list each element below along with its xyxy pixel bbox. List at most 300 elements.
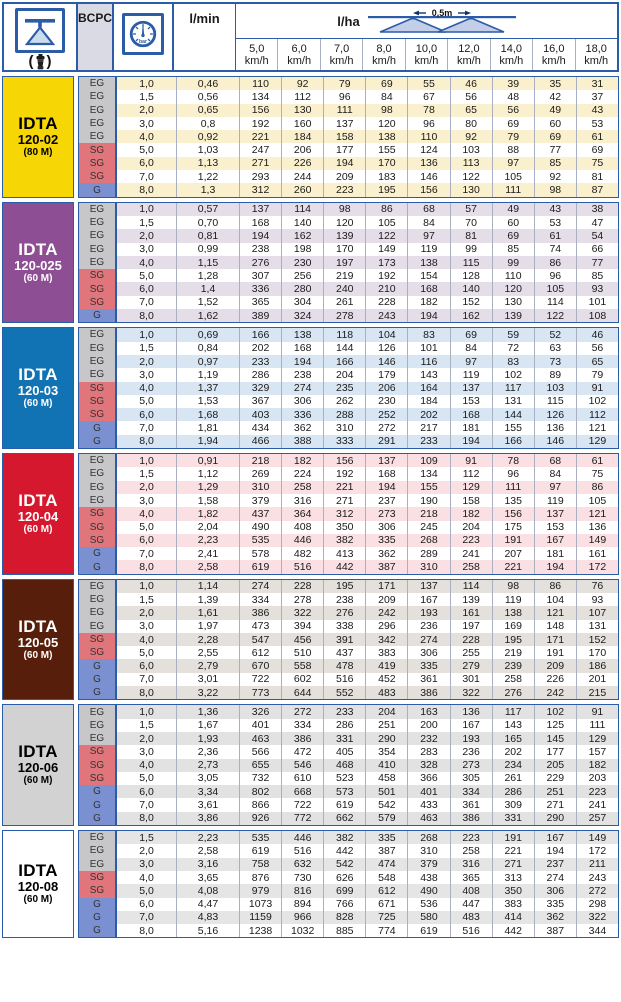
application-rate-cell: 619 <box>323 798 365 811</box>
table-row <box>79 382 618 395</box>
group-size: (60 M) <box>23 649 53 661</box>
application-rate-cell: 81 <box>576 170 618 183</box>
table-row <box>79 494 618 507</box>
pressure-cell: 6,0 <box>115 785 176 798</box>
speed-header-cell <box>575 39 617 70</box>
bcpc-class-cell: EG <box>79 719 115 732</box>
group-series-name: IDTA <box>18 742 58 762</box>
application-rate-cell: 194 <box>323 157 365 170</box>
application-rate-cell: 56 <box>450 90 492 103</box>
flow-rate-cell: 3,65 <box>176 871 239 884</box>
application-rate-cell: 260 <box>281 183 323 196</box>
application-rate-cell: 135 <box>492 494 534 507</box>
application-rate-cell: 61 <box>534 229 576 242</box>
pressure-cell: 4,0 <box>115 507 176 520</box>
application-rate-cell: 102 <box>576 395 618 408</box>
group-label <box>2 453 74 575</box>
application-rate-cell: 243 <box>365 309 407 322</box>
application-rate-cell: 215 <box>576 686 618 699</box>
flow-rate-cell: 2,04 <box>176 521 239 534</box>
application-rate-cell: 230 <box>365 395 407 408</box>
application-rate-cell: 83 <box>492 355 534 368</box>
application-rate-cell: 274 <box>407 633 449 646</box>
application-rate-cell: 232 <box>407 732 449 745</box>
bcpc-class-cell: SG <box>79 382 115 395</box>
application-rate-cell: 182 <box>407 296 449 309</box>
application-rate-cell: 110 <box>407 130 449 143</box>
application-rate-cell: 243 <box>576 871 618 884</box>
application-rate-cell: 725 <box>365 911 407 924</box>
flow-rate-cell: 5,16 <box>176 924 239 937</box>
table-row <box>79 844 618 857</box>
application-rate-cell: 170 <box>576 646 618 659</box>
bcpc-class-cell: EG <box>79 620 115 633</box>
application-rate-cell: 129 <box>576 435 618 448</box>
bcpc-class-cell: SG <box>79 157 115 170</box>
application-rate-cell: 168 <box>407 282 449 295</box>
application-rate-cell: 96 <box>534 269 576 282</box>
application-rate-cell: 84 <box>407 216 449 229</box>
application-rate-cell: 158 <box>450 494 492 507</box>
pressure-cell: 6,0 <box>115 898 176 911</box>
application-rate-cell: 296 <box>365 620 407 633</box>
flow-rate-cell: 1,67 <box>176 719 239 732</box>
flow-rate-cell: 0,99 <box>176 243 239 256</box>
flow-rate-cell: 2,55 <box>176 646 239 659</box>
group-table <box>78 704 619 826</box>
application-rate-cell: 387 <box>365 560 407 573</box>
pressure-cell: 8,0 <box>115 435 176 448</box>
pressure-cell: 1,5 <box>115 342 176 355</box>
application-rate-cell: 111 <box>492 183 534 196</box>
table-row <box>79 90 618 103</box>
table-row <box>79 911 618 924</box>
application-rate-cell: 119 <box>492 593 534 606</box>
application-rate-cell: 177 <box>323 143 365 156</box>
application-rate-cell: 338 <box>323 620 365 633</box>
flow-rate-cell: 0,69 <box>176 328 239 341</box>
application-rate-cell: 542 <box>323 858 365 871</box>
bcpc-class-cell: G <box>79 911 115 924</box>
application-rate-cell: 271 <box>534 798 576 811</box>
application-rate-cell: 335 <box>365 534 407 547</box>
bcpc-class-cell: G <box>79 673 115 686</box>
application-rate-cell: 96 <box>407 117 449 130</box>
application-rate-cell: 136 <box>407 157 449 170</box>
application-rate-cell: 138 <box>407 256 449 269</box>
flow-rate-cell: 2,58 <box>176 560 239 573</box>
application-rate-cell: 383 <box>492 898 534 911</box>
pressure-cell: 1,0 <box>115 705 176 718</box>
application-rate-cell: 47 <box>576 216 618 229</box>
application-rate-cell: 389 <box>239 309 281 322</box>
application-rate-cell: 155 <box>407 481 449 494</box>
application-rate-cell: 310 <box>239 481 281 494</box>
application-rate-cell: 119 <box>450 368 492 381</box>
application-rate-cell: 298 <box>576 898 618 911</box>
application-rate-cell: 46 <box>576 328 618 341</box>
application-rate-cell: 149 <box>365 243 407 256</box>
application-rate-cell: 966 <box>281 911 323 924</box>
pressure-cell: 3,0 <box>115 243 176 256</box>
application-rate-cell: 103 <box>450 143 492 156</box>
speed-value: 10,0 <box>415 42 438 55</box>
application-rate-cell: 171 <box>365 580 407 593</box>
application-rate-cell: 67 <box>407 90 449 103</box>
application-rate-cell: 367 <box>239 395 281 408</box>
application-rate-cell: 72 <box>492 342 534 355</box>
application-rate-cell: 69 <box>576 143 618 156</box>
lmin-column-header: l/min <box>174 4 236 70</box>
application-rate-cell: 926 <box>239 812 281 825</box>
application-rate-cell: 167 <box>534 831 576 844</box>
application-rate-cell: 268 <box>407 534 449 547</box>
application-rate-cell: 120 <box>365 117 407 130</box>
application-rate-cell: 382 <box>323 534 365 547</box>
application-rate-cell: 272 <box>365 421 407 434</box>
application-rate-cell: 279 <box>450 659 492 672</box>
application-rate-cell: 516 <box>450 924 492 937</box>
application-rate-cell: 452 <box>365 673 407 686</box>
flow-rate-cell: 1,29 <box>176 481 239 494</box>
application-rate-cell: 112 <box>281 90 323 103</box>
table-row <box>79 216 618 229</box>
bcpc-class-cell: EG <box>79 342 115 355</box>
table-row <box>79 309 618 322</box>
application-rate-cell: 229 <box>534 772 576 785</box>
application-rate-cell: 306 <box>281 395 323 408</box>
application-rate-cell: 335 <box>534 898 576 911</box>
application-rate-cell: 108 <box>576 309 618 322</box>
speed-unit: km/h <box>372 54 396 67</box>
application-rate-cell: 156 <box>407 183 449 196</box>
application-rate-cell: 438 <box>407 871 449 884</box>
application-rate-cell: 75 <box>576 157 618 170</box>
table-row <box>79 183 618 196</box>
pressure-cell: 5,0 <box>115 521 176 534</box>
application-rate-cell: 77 <box>576 256 618 269</box>
pressure-cell: 4,0 <box>115 871 176 884</box>
group-series-name: IDTA <box>18 861 58 881</box>
application-rate-cell: 63 <box>534 342 576 355</box>
application-rate-cell: 876 <box>239 871 281 884</box>
application-rate-cell: 166 <box>323 355 365 368</box>
application-rate-cell: 223 <box>450 831 492 844</box>
application-rate-cell: 80 <box>450 117 492 130</box>
nozzle-group-120-02 <box>2 76 619 198</box>
svg-text:bar: bar <box>138 38 148 45</box>
application-rate-cell: 105 <box>492 170 534 183</box>
application-rate-cell: 662 <box>323 812 365 825</box>
application-rate-cell: 305 <box>450 772 492 785</box>
table-row <box>79 719 618 732</box>
pressure-cell: 7,0 <box>115 296 176 309</box>
application-rate-cell: 152 <box>450 296 492 309</box>
nozzle-groups <box>2 76 619 938</box>
application-rate-cell: 152 <box>576 633 618 646</box>
application-rate-cell: 137 <box>365 454 407 467</box>
application-rate-cell: 69 <box>534 130 576 143</box>
table-row <box>79 686 618 699</box>
flow-rate-cell: 4,83 <box>176 911 239 924</box>
application-rate-cell: 143 <box>492 719 534 732</box>
application-rate-cell: 143 <box>407 368 449 381</box>
bcpc-class-cell: EG <box>79 481 115 494</box>
application-rate-cell: 85 <box>576 269 618 282</box>
application-rate-cell: 306 <box>365 521 407 534</box>
pressure-cell: 8,0 <box>115 686 176 699</box>
bcpc-class-cell: EG <box>79 216 115 229</box>
pressure-cell: 4,0 <box>115 759 176 772</box>
application-rate-cell: 91 <box>576 705 618 718</box>
flow-rate-cell: 1,94 <box>176 435 239 448</box>
bcpc-class-cell: SG <box>79 408 115 421</box>
application-rate-cell: 221 <box>492 844 534 857</box>
application-rate-cell: 223 <box>576 785 618 798</box>
application-rate-cell: 291 <box>365 435 407 448</box>
application-rate-cell: 523 <box>323 772 365 785</box>
application-rate-cell: 223 <box>323 183 365 196</box>
pressure-cell: 1,5 <box>115 90 176 103</box>
application-rate-cell: 105 <box>365 216 407 229</box>
application-rate-cell: 268 <box>407 831 449 844</box>
pressure-cell: 7,0 <box>115 547 176 560</box>
application-rate-cell: 179 <box>365 368 407 381</box>
pressure-cell: 1,0 <box>115 203 176 216</box>
application-rate-cell: 382 <box>323 831 365 844</box>
application-rate-cell: 86 <box>365 203 407 216</box>
speed-header-cell <box>362 39 404 70</box>
application-rate-cell: 125 <box>534 719 576 732</box>
application-rate-cell: 516 <box>281 560 323 573</box>
application-rate-cell: 114 <box>450 580 492 593</box>
application-rate-cell: 233 <box>239 355 281 368</box>
flow-rate-cell: 1,61 <box>176 606 239 619</box>
application-rate-cell: 182 <box>450 507 492 520</box>
flow-rate-cell: 1,93 <box>176 732 239 745</box>
application-rate-cell: 329 <box>239 382 281 395</box>
application-rate-cell: 209 <box>534 659 576 672</box>
application-rate-cell: 313 <box>492 871 534 884</box>
application-rate-cell: 516 <box>281 844 323 857</box>
application-rate-cell: 138 <box>492 606 534 619</box>
table-row <box>79 342 618 355</box>
speed-unit: km/h <box>244 54 269 67</box>
speed-header-cell <box>236 39 277 70</box>
pressure-cell: 6,0 <box>115 408 176 421</box>
application-rate-cell: 120 <box>323 216 365 229</box>
application-rate-cell: 59 <box>492 328 534 341</box>
application-rate-cell: 201 <box>576 673 618 686</box>
pressure-cell: 5,0 <box>115 143 176 156</box>
application-rate-cell: 42 <box>534 90 576 103</box>
application-rate-cell: 414 <box>492 911 534 924</box>
table-row <box>79 812 618 825</box>
application-rate-cell: 730 <box>281 871 323 884</box>
svg-text:0,5m: 0,5m <box>431 8 452 18</box>
pressure-cell: 1,0 <box>115 454 176 467</box>
application-rate-cell: 237 <box>365 494 407 507</box>
flow-rate-cell: 0,81 <box>176 229 239 242</box>
application-rate-cell: 223 <box>450 534 492 547</box>
application-rate-cell: 379 <box>407 858 449 871</box>
application-rate-cell: 103 <box>534 382 576 395</box>
application-rate-cell: 242 <box>534 686 576 699</box>
application-rate-cell: 437 <box>323 646 365 659</box>
application-rate-cell: 278 <box>323 309 365 322</box>
table-row <box>79 673 618 686</box>
application-rate-cell: 516 <box>323 673 365 686</box>
application-rate-cell: 866 <box>239 798 281 811</box>
application-rate-cell: 816 <box>281 884 323 897</box>
application-rate-cell: 473 <box>239 620 281 633</box>
application-rate-cell: 273 <box>365 507 407 520</box>
application-rate-cell: 490 <box>239 521 281 534</box>
application-rate-cell: 233 <box>323 705 365 718</box>
application-rate-cell: 92 <box>534 170 576 183</box>
application-rate-cell: 307 <box>239 269 281 282</box>
application-rate-cell: 237 <box>534 858 576 871</box>
table-row <box>79 831 618 844</box>
pressure-cell: 8,0 <box>115 924 176 937</box>
application-rate-cell: 124 <box>407 143 449 156</box>
application-rate-cell: 84 <box>534 467 576 480</box>
application-rate-cell: 331 <box>323 732 365 745</box>
table-row <box>79 256 618 269</box>
group-size: (60 M) <box>23 523 53 535</box>
table-row <box>79 408 618 421</box>
application-rate-cell: 732 <box>239 772 281 785</box>
bcpc-class-cell: EG <box>79 732 115 745</box>
application-rate-cell: 43 <box>534 203 576 216</box>
table-row <box>79 435 618 448</box>
application-rate-cell: 226 <box>534 673 576 686</box>
table-row <box>79 481 618 494</box>
application-rate-cell: 802 <box>239 785 281 798</box>
application-rate-cell: 328 <box>407 759 449 772</box>
application-rate-cell: 244 <box>281 170 323 183</box>
application-rate-cell: 172 <box>576 844 618 857</box>
application-rate-cell: 86 <box>576 481 618 494</box>
application-rate-cell: 322 <box>281 606 323 619</box>
application-rate-cell: 233 <box>407 435 449 448</box>
application-rate-cell: 102 <box>492 368 534 381</box>
application-rate-cell: 130 <box>492 296 534 309</box>
application-rate-cell: 109 <box>407 454 449 467</box>
application-rate-cell: 602 <box>281 673 323 686</box>
bcpc-class-cell: SG <box>79 871 115 884</box>
group-label <box>2 327 74 449</box>
application-rate-cell: 114 <box>534 296 576 309</box>
pressure-cell: 2,0 <box>115 104 176 117</box>
application-rate-cell: 256 <box>281 269 323 282</box>
table-row <box>79 560 618 573</box>
application-rate-cell: 155 <box>492 421 534 434</box>
pressure-cell: 7,0 <box>115 911 176 924</box>
application-rate-cell: 136 <box>534 421 576 434</box>
bcpc-class-cell: SG <box>79 745 115 758</box>
speed-header-cell <box>490 39 532 70</box>
spray-nozzle-icon <box>22 15 58 47</box>
application-rate-cell: 204 <box>450 521 492 534</box>
application-rate-cell: 482 <box>281 547 323 560</box>
application-rate-cell: 286 <box>239 368 281 381</box>
application-rate-cell: 252 <box>365 408 407 421</box>
application-rate-cell: 269 <box>239 467 281 480</box>
bcpc-class-cell: SG <box>79 633 115 646</box>
application-rate-cell: 238 <box>239 243 281 256</box>
application-rate-cell: 101 <box>407 342 449 355</box>
application-rate-cell: 670 <box>239 659 281 672</box>
table-row <box>79 203 618 216</box>
pressure-cell: 5,0 <box>115 772 176 785</box>
application-rate-cell: 140 <box>450 282 492 295</box>
application-rate-cell: 140 <box>281 216 323 229</box>
pressure-cell: 2,0 <box>115 229 176 242</box>
lha-label: l/ha <box>337 13 360 29</box>
table-row <box>79 395 618 408</box>
table-row <box>79 229 618 242</box>
table-row <box>79 798 618 811</box>
application-rate-cell: 182 <box>281 454 323 467</box>
application-rate-cell: 239 <box>492 659 534 672</box>
application-rate-cell: 885 <box>323 924 365 937</box>
application-rate-cell: 474 <box>365 858 407 871</box>
application-rate-cell: 116 <box>407 355 449 368</box>
application-rate-cell: 391 <box>323 633 365 646</box>
table-row <box>79 454 618 467</box>
application-rate-cell: 96 <box>492 467 534 480</box>
table-row <box>79 633 618 646</box>
application-rate-cell: 110 <box>239 77 281 90</box>
application-rate-cell: 88 <box>492 143 534 156</box>
nozzle-body-caption <box>29 54 52 70</box>
application-rate-cell: 68 <box>407 203 449 216</box>
application-rate-cell: 168 <box>450 408 492 421</box>
table-row <box>79 606 618 619</box>
flow-rate-cell: 1,36 <box>176 705 239 718</box>
application-rate-cell: 148 <box>534 620 576 633</box>
bcpc-class-cell: SG <box>79 521 115 534</box>
application-rate-cell: 386 <box>281 732 323 745</box>
application-rate-cell: 49 <box>534 104 576 117</box>
pressure-cell: 1,0 <box>115 77 176 90</box>
pressure-cell: 1,5 <box>115 216 176 229</box>
application-rate-cell: 98 <box>365 104 407 117</box>
application-rate-cell: 547 <box>239 633 281 646</box>
application-rate-cell: 408 <box>281 521 323 534</box>
application-rate-cell: 240 <box>323 282 365 295</box>
table-header <box>2 2 619 72</box>
application-rate-cell: 207 <box>492 547 534 560</box>
application-rate-cell: 78 <box>407 104 449 117</box>
table-row <box>79 355 618 368</box>
application-rate-cell: 117 <box>492 705 534 718</box>
pressure-cell: 5,0 <box>115 395 176 408</box>
application-rate-cell: 168 <box>239 216 281 229</box>
application-rate-cell: 162 <box>281 229 323 242</box>
application-rate-cell: 619 <box>239 560 281 573</box>
application-rate-cell: 456 <box>281 633 323 646</box>
table-row <box>79 282 618 295</box>
table-row <box>79 858 618 871</box>
table-row <box>79 328 618 341</box>
application-rate-cell: 114 <box>281 203 323 216</box>
application-rate-cell: 258 <box>492 673 534 686</box>
application-rate-cell: 119 <box>534 494 576 507</box>
application-rate-cell: 161 <box>450 606 492 619</box>
application-rate-cell: 91 <box>576 382 618 395</box>
